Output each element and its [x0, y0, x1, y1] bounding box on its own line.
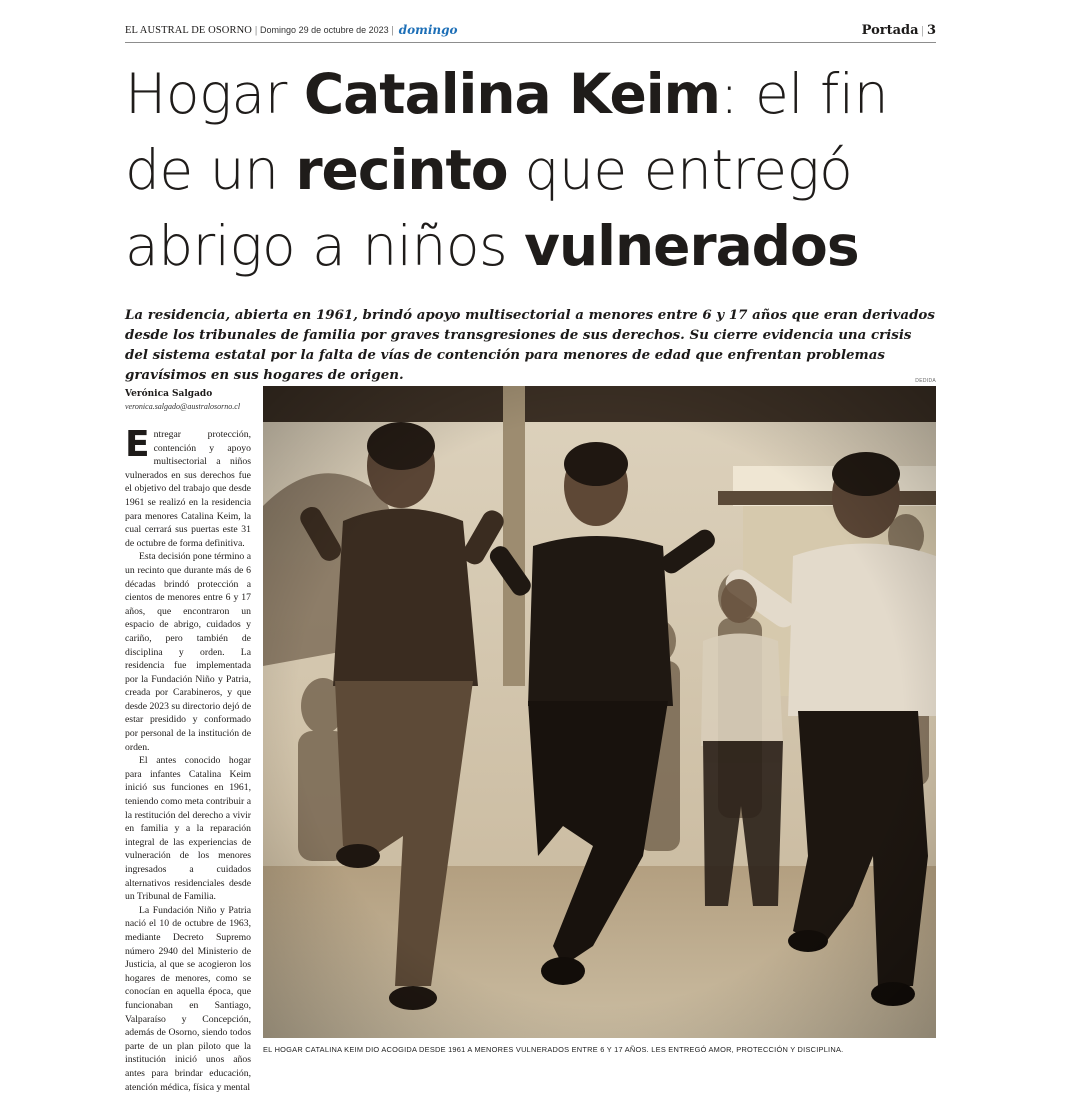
article-paragraph: El antes conocido hogar para infantes Catalina Keim inició sus funciones en 1961, teniendo como meta contribuir a la restitución del derecho a vivir en familia y a la reparación integral de las experiencias de vulneración de los menores ingresados a cuidados alternativos residenciales desde un Tribunal de Familia.	[125, 755, 251, 903]
article-paragraph	[125, 424, 251, 550]
photo-illustration	[263, 386, 936, 1038]
article-paragraph-text: ntregar protección, contención y apoyo multisectorial a niños vulnerados en sus derechos fue el objetivo del trabajo que desde 1961 se realizó en la residencia para menores Catalina Keim, la cual cerrará sus puertas este 31 de octubre de forma definitiva.	[125, 429, 251, 549]
lead-paragraph: La residencia, abierta en 1961, brindó apoyo multisectorial a menores entre 6 y 17 años que eran derivados desde los tribunales de familia por graves transgresiones de sus derechos. Su cierre evidencia una crisis del sistema estatal por la falta de vías de contención para menores de edad que enfrentan problemas gravísimos en sus hogares de origen.	[125, 307, 935, 383]
headline-line-2	[125, 132, 945, 208]
section-name: domingo	[398, 23, 458, 37]
newspaper-name: EL AUSTRAL DE OSORNO	[125, 24, 252, 36]
headline	[125, 56, 945, 284]
photo-caption: EL HOGAR CATALINA KEIM DIO ACOGIDA DESDE 1961 A MENORES VULNERADOS ENTRE 6 Y 17 AÑOS. LES ENTREGÓ AMOR, PROTECCIÓN Y DISCIPLINA.	[263, 1045, 844, 1054]
headline-light-text: de un	[125, 138, 296, 202]
issue-date: Domingo 29 de octubre de 2023	[260, 25, 389, 35]
headline-bold-text: vulnerados	[524, 214, 859, 278]
article-paragraph: Esta decisión pone término a un recinto que durante más de 6 décadas brindó protección a cientos de menores entre 6 y 17 años, que encontraron un espacio de abrigo, cuidados y cariño, pero también de disciplina y orden. La residencia fue implementada por la Fundación Niño y Patria, creada por Carabineros, y que desde 2023 su directorio dejó de estar presidido y conformado por personal de la institución de orden.	[125, 551, 251, 753]
masthead	[125, 18, 936, 43]
article-paragraph: La Fundación Niño y Patria nació el 10 de octubre de 1963, mediante Decreto Supremo número 2940 del Ministerio de Justicia, al que se acogieron los hogares de menores, como se conocían en aquella época, que funcionaban en Santiago, Valparaíso y Concepción, además de Osorno, siendo todos parte de un plan piloto que la institución inició unos años antes para brindar educación, atención médica, física y mental	[125, 904, 251, 1093]
headline-bold-text: Catalina Keim	[303, 62, 720, 126]
headline-line-1	[125, 56, 945, 132]
headline-line-3	[125, 208, 945, 284]
headline-bold-text: recinto	[295, 138, 508, 202]
page-section-label: Portada	[861, 22, 919, 38]
author-email: veronica.salgado@australosorno.cl	[125, 402, 241, 411]
masthead-separator: |	[254, 24, 258, 36]
drop-cap: E	[125, 424, 150, 465]
article-body	[125, 424, 251, 1093]
historical-photo	[263, 386, 936, 1038]
page-number: 3	[926, 22, 936, 38]
headline-light-text: : el fin	[719, 62, 889, 126]
author-name: Verónica Salgado	[125, 389, 213, 399]
masthead-separator: |	[921, 22, 924, 37]
masthead-left	[125, 23, 458, 37]
headline-light-text: abrigo a niños	[125, 214, 525, 278]
headline-light-text: que entregó	[507, 138, 853, 202]
byline	[125, 388, 255, 413]
masthead-separator: |	[391, 24, 394, 36]
headline-light-text: Hogar	[125, 62, 304, 126]
masthead-right	[862, 23, 936, 38]
photo-credit: DEDIDA	[915, 378, 936, 384]
